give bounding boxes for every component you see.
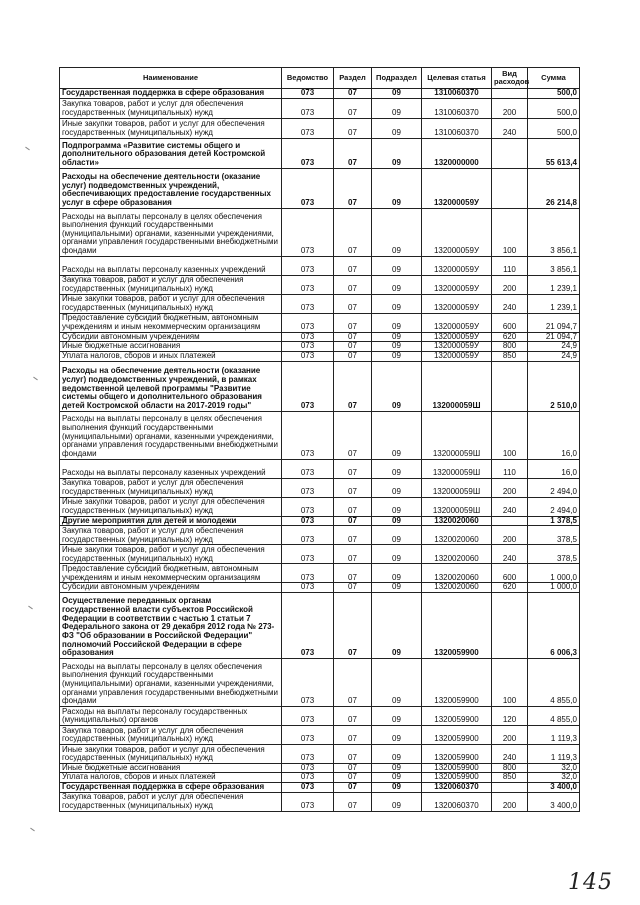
row-podrazdel-cell: 09 <box>372 744 422 763</box>
table-row <box>60 497 580 516</box>
row-vedomstvo-cell: 073 <box>282 497 334 516</box>
table-row <box>60 98 580 118</box>
row-name-cell: Иные бюджетные ассигнования <box>60 763 282 773</box>
header-name: Наименование <box>60 68 282 89</box>
row-target-article-cell: 132000059Ш <box>422 411 492 459</box>
table-row <box>60 564 580 583</box>
header-target-article: Целевая статья <box>422 68 492 89</box>
table-row <box>60 516 580 526</box>
row-expense-type-cell: 240 <box>492 744 528 763</box>
header-sum: Сумма <box>528 68 580 89</box>
row-podrazdel-cell: 09 <box>372 706 422 725</box>
row-name-cell: Государственная поддержка в сфере образования <box>60 89 282 99</box>
row-expense-type-cell: 110 <box>492 459 528 478</box>
row-podrazdel-cell: 09 <box>372 763 422 773</box>
row-name-cell: Расходы на выплаты персоналу государственных (муниципальных) органов <box>60 706 282 725</box>
row-razdel-cell: 07 <box>334 516 372 526</box>
row-expense-type-cell: 100 <box>492 208 528 256</box>
row-razdel-cell: 07 <box>334 411 372 459</box>
row-podrazdel-cell: 09 <box>372 168 422 208</box>
row-expense-type-cell <box>492 592 528 658</box>
row-sum-cell: 3 400,0 <box>528 792 580 811</box>
row-name-cell: Уплата налогов, сборов и иных платежей <box>60 351 282 361</box>
table-row <box>60 658 580 706</box>
row-target-article-cell: 1310060370 <box>422 118 492 138</box>
row-target-article-cell: 1320060370 <box>422 783 492 793</box>
row-vedomstvo-cell: 073 <box>282 118 334 138</box>
row-target-article-cell: 132000059У <box>422 351 492 361</box>
row-vedomstvo-cell: 073 <box>282 526 334 545</box>
row-name-cell: Иные закупки товаров, работ и услуг для обеспечения государственных (муниципальных) нужд <box>60 497 282 516</box>
row-vedomstvo-cell: 073 <box>282 658 334 706</box>
table-row <box>60 459 580 478</box>
table-row <box>60 583 580 593</box>
row-target-article-cell: 1320059900 <box>422 592 492 658</box>
row-razdel-cell: 07 <box>334 89 372 99</box>
row-sum-cell: 21 094,7 <box>528 313 580 332</box>
table-row <box>60 545 580 564</box>
row-sum-cell: 2 510,0 <box>528 361 580 411</box>
row-podrazdel-cell: 09 <box>372 98 422 118</box>
row-name-cell: Субсидии автономным учреждениям <box>60 583 282 593</box>
row-target-article-cell: 132000059Ш <box>422 361 492 411</box>
row-razdel-cell: 07 <box>334 783 372 793</box>
row-sum-cell: 1 000,0 <box>528 564 580 583</box>
row-vedomstvo-cell: 073 <box>282 351 334 361</box>
row-target-article-cell: 132000059У <box>422 256 492 275</box>
row-razdel-cell: 07 <box>334 658 372 706</box>
row-name-cell: Расходы на обеспечение деятельности (оказание услуг) подведомственных учреждений, обеспечивающих предоставление государственных услуг в сфере образования <box>60 168 282 208</box>
row-target-article-cell: 1320059900 <box>422 725 492 744</box>
row-target-article-cell: 1320059900 <box>422 763 492 773</box>
table-row <box>60 208 580 256</box>
row-expense-type-cell <box>492 516 528 526</box>
row-podrazdel-cell: 09 <box>372 526 422 545</box>
row-razdel-cell: 07 <box>334 725 372 744</box>
row-target-article-cell: 132000059У <box>422 294 492 313</box>
row-expense-type-cell: 600 <box>492 313 528 332</box>
row-target-article-cell: 132000059Ш <box>422 497 492 516</box>
row-razdel-cell: 07 <box>334 275 372 294</box>
row-vedomstvo-cell: 073 <box>282 361 334 411</box>
margin-mark <box>25 147 30 151</box>
row-razdel-cell: 07 <box>334 118 372 138</box>
row-target-article-cell: 1310060370 <box>422 98 492 118</box>
row-vedomstvo-cell: 073 <box>282 783 334 793</box>
row-name-cell: Расходы на выплаты персоналу казенных учреждений <box>60 459 282 478</box>
header-podrazdel: Подраздел <box>372 68 422 89</box>
row-name-cell: Расходы на выплаты персоналу в целях обеспечения выполнения функций государственными (муниципальными) органами, казенными учреждениями, органами управления государственными внебюджетными фондами <box>60 658 282 706</box>
row-vedomstvo-cell: 073 <box>282 583 334 593</box>
row-razdel-cell: 07 <box>334 773 372 783</box>
row-expense-type-cell: 200 <box>492 526 528 545</box>
row-target-article-cell: 1320000000 <box>422 138 492 168</box>
row-name-cell: Другие мероприятия для детей и молодежи <box>60 516 282 526</box>
table-row <box>60 706 580 725</box>
row-vedomstvo-cell: 073 <box>282 313 334 332</box>
table-header-row <box>60 68 580 89</box>
row-name-cell: Иные бюджетные ассигнования <box>60 342 282 352</box>
table-row <box>60 411 580 459</box>
row-podrazdel-cell: 09 <box>372 361 422 411</box>
row-target-article-cell: 1320059900 <box>422 744 492 763</box>
row-name-cell: Иные закупки товаров, работ и услуг для обеспечения государственных (муниципальных) нужд <box>60 744 282 763</box>
row-vedomstvo-cell: 073 <box>282 725 334 744</box>
row-sum-cell: 3 400,0 <box>528 783 580 793</box>
header-razdel: Раздел <box>334 68 372 89</box>
table-row <box>60 361 580 411</box>
row-target-article-cell: 1320059900 <box>422 773 492 783</box>
page-number: 145 <box>568 870 613 895</box>
row-podrazdel-cell: 09 <box>372 459 422 478</box>
row-vedomstvo-cell: 073 <box>282 89 334 99</box>
table-row <box>60 138 580 168</box>
row-expense-type-cell: 240 <box>492 294 528 313</box>
row-sum-cell: 1 000,0 <box>528 583 580 593</box>
row-target-article-cell: 132000059Ш <box>422 459 492 478</box>
row-podrazdel-cell: 09 <box>372 313 422 332</box>
row-expense-type-cell: 600 <box>492 564 528 583</box>
row-podrazdel-cell: 09 <box>372 411 422 459</box>
table-row <box>60 342 580 352</box>
table-row <box>60 351 580 361</box>
row-target-article-cell: 1320059900 <box>422 706 492 725</box>
row-razdel-cell: 07 <box>334 478 372 497</box>
row-sum-cell: 55 613,4 <box>528 138 580 168</box>
row-razdel-cell: 07 <box>334 545 372 564</box>
row-podrazdel-cell: 09 <box>372 342 422 352</box>
row-razdel-cell: 07 <box>334 592 372 658</box>
table-row <box>60 526 580 545</box>
row-expense-type-cell <box>492 138 528 168</box>
row-expense-type-cell: 620 <box>492 332 528 342</box>
row-expense-type-cell: 200 <box>492 725 528 744</box>
row-podrazdel-cell: 09 <box>372 497 422 516</box>
row-podrazdel-cell: 09 <box>372 583 422 593</box>
row-target-article-cell: 1320060370 <box>422 792 492 811</box>
row-target-article-cell: 1320020060 <box>422 564 492 583</box>
row-name-cell: Расходы на выплаты персоналу в целях обеспечения выполнения функций государственными (муниципальными) органами, казенными учреждениями, органами управления государственными внебюджетными фондами <box>60 411 282 459</box>
table-row <box>60 118 580 138</box>
row-sum-cell: 32,0 <box>528 763 580 773</box>
row-podrazdel-cell: 09 <box>372 118 422 138</box>
row-sum-cell: 21 094,7 <box>528 332 580 342</box>
row-sum-cell: 1 119,3 <box>528 744 580 763</box>
table-row <box>60 744 580 763</box>
row-name-cell: Подпрограмма «Развитие системы общего и дополнительного образования детей Костромской области» <box>60 138 282 168</box>
row-razdel-cell: 07 <box>334 744 372 763</box>
row-podrazdel-cell: 09 <box>372 478 422 497</box>
row-sum-cell: 4 855,0 <box>528 658 580 706</box>
row-vedomstvo-cell: 073 <box>282 294 334 313</box>
row-vedomstvo-cell: 073 <box>282 168 334 208</box>
row-name-cell: Закупка товаров, работ и услуг для обеспечения государственных (муниципальных) нужд <box>60 478 282 497</box>
budget-table <box>59 67 580 812</box>
row-name-cell: Иные закупки товаров, работ и услуг для обеспечения государственных (муниципальных) нужд <box>60 118 282 138</box>
row-name-cell: Расходы на обеспечение деятельности (оказание услуг) подведомственных учреждений, в рамках ведомственной целевой программы "Развитие системы общего и дополнительного образования детей Костромской области на 2017-2019 годы" <box>60 361 282 411</box>
row-expense-type-cell <box>492 89 528 99</box>
row-podrazdel-cell: 09 <box>372 138 422 168</box>
row-podrazdel-cell: 09 <box>372 792 422 811</box>
row-vedomstvo-cell: 073 <box>282 208 334 256</box>
row-expense-type-cell: 200 <box>492 98 528 118</box>
row-razdel-cell: 07 <box>334 98 372 118</box>
row-razdel-cell: 07 <box>334 351 372 361</box>
row-razdel-cell: 07 <box>334 332 372 342</box>
row-target-article-cell: 1320020060 <box>422 516 492 526</box>
row-razdel-cell: 07 <box>334 564 372 583</box>
row-sum-cell: 378,5 <box>528 526 580 545</box>
row-sum-cell: 4 855,0 <box>528 706 580 725</box>
row-razdel-cell: 07 <box>334 256 372 275</box>
row-expense-type-cell: 240 <box>492 118 528 138</box>
margin-mark <box>33 377 38 381</box>
row-vedomstvo-cell: 073 <box>282 545 334 564</box>
row-podrazdel-cell: 09 <box>372 516 422 526</box>
row-name-cell: Закупка товаров, работ и услуг для обеспечения государственных (муниципальных) нужд <box>60 526 282 545</box>
row-vedomstvo-cell: 073 <box>282 98 334 118</box>
row-name-cell: Закупка товаров, работ и услуг для обеспечения государственных (муниципальных) нужд <box>60 275 282 294</box>
row-vedomstvo-cell: 073 <box>282 763 334 773</box>
row-target-article-cell: 132000059Ш <box>422 478 492 497</box>
row-razdel-cell: 07 <box>334 763 372 773</box>
row-razdel-cell: 07 <box>334 342 372 352</box>
row-target-article-cell: 132000059У <box>422 332 492 342</box>
row-sum-cell: 16,0 <box>528 411 580 459</box>
margin-mark <box>30 828 35 832</box>
row-podrazdel-cell: 09 <box>372 545 422 564</box>
row-razdel-cell: 07 <box>334 138 372 168</box>
header-expense-type: Вид расходов <box>492 68 528 89</box>
row-expense-type-cell: 850 <box>492 773 528 783</box>
row-razdel-cell: 07 <box>334 294 372 313</box>
row-podrazdel-cell: 09 <box>372 256 422 275</box>
row-expense-type-cell <box>492 361 528 411</box>
row-vedomstvo-cell: 073 <box>282 342 334 352</box>
row-target-article-cell: 1320020060 <box>422 526 492 545</box>
row-expense-type-cell: 200 <box>492 478 528 497</box>
row-name-cell: Иные закупки товаров, работ и услуг для обеспечения государственных (муниципальных) нужд <box>60 294 282 313</box>
row-podrazdel-cell: 09 <box>372 564 422 583</box>
row-podrazdel-cell: 09 <box>372 658 422 706</box>
row-razdel-cell: 07 <box>334 706 372 725</box>
row-sum-cell: 2 494,0 <box>528 497 580 516</box>
row-target-article-cell: 1320020060 <box>422 583 492 593</box>
row-sum-cell: 16,0 <box>528 459 580 478</box>
row-target-article-cell: 132000059У <box>422 168 492 208</box>
row-sum-cell: 6 006,3 <box>528 592 580 658</box>
table-row <box>60 783 580 793</box>
row-target-article-cell: 132000059У <box>422 208 492 256</box>
row-vedomstvo-cell: 073 <box>282 592 334 658</box>
row-vedomstvo-cell: 073 <box>282 773 334 783</box>
row-sum-cell: 2 494,0 <box>528 478 580 497</box>
row-podrazdel-cell: 09 <box>372 783 422 793</box>
row-sum-cell: 24,9 <box>528 351 580 361</box>
row-razdel-cell: 07 <box>334 497 372 516</box>
row-expense-type-cell: 100 <box>492 658 528 706</box>
row-podrazdel-cell: 09 <box>372 275 422 294</box>
row-sum-cell: 3 856,1 <box>528 208 580 256</box>
row-sum-cell: 1 378,5 <box>528 516 580 526</box>
table-row <box>60 275 580 294</box>
table-row <box>60 256 580 275</box>
header-vedomstvo: Ведомство <box>282 68 334 89</box>
row-podrazdel-cell: 09 <box>372 89 422 99</box>
row-razdel-cell: 07 <box>334 208 372 256</box>
row-razdel-cell: 07 <box>334 792 372 811</box>
row-vedomstvo-cell: 073 <box>282 564 334 583</box>
row-name-cell: Осуществление переданных органам государственной власти субъектов Российской Федерации в соответствии с частью 1 статьи 7 Федерального закона от 29 декабря 2012 года № 273-ФЗ "Об образовании в Российской Федерации" полномочий Российской Федерации в сфере образования <box>60 592 282 658</box>
row-expense-type-cell: 100 <box>492 411 528 459</box>
row-vedomstvo-cell: 073 <box>282 792 334 811</box>
table-row <box>60 792 580 811</box>
row-name-cell: Закупка товаров, работ и услуг для обеспечения государственных (муниципальных) нужд <box>60 725 282 744</box>
row-expense-type-cell: 120 <box>492 706 528 725</box>
row-target-article-cell: 132000059У <box>422 342 492 352</box>
row-sum-cell: 32,0 <box>528 773 580 783</box>
row-name-cell: Расходы на выплаты персоналу в целях обеспечения выполнения функций государственными (муниципальными) органами, казенными учреждениями, органами управления государственными внебюджетными фондами <box>60 208 282 256</box>
row-razdel-cell: 07 <box>334 526 372 545</box>
row-vedomstvo-cell: 073 <box>282 459 334 478</box>
row-name-cell: Предоставление субсидий бюджетным, автономным учреждениям и иным некоммерческим организациям <box>60 313 282 332</box>
row-podrazdel-cell: 09 <box>372 351 422 361</box>
row-name-cell: Государственная поддержка в сфере образования <box>60 783 282 793</box>
row-sum-cell: 3 856,1 <box>528 256 580 275</box>
row-sum-cell: 1 239,1 <box>528 294 580 313</box>
row-podrazdel-cell: 09 <box>372 773 422 783</box>
row-name-cell: Закупка товаров, работ и услуг для обеспечения государственных (муниципальных) нужд <box>60 792 282 811</box>
table-row <box>60 725 580 744</box>
row-vedomstvo-cell: 073 <box>282 744 334 763</box>
row-target-article-cell: 132000059У <box>422 313 492 332</box>
row-expense-type-cell: 200 <box>492 275 528 294</box>
row-expense-type-cell: 850 <box>492 351 528 361</box>
row-vedomstvo-cell: 073 <box>282 332 334 342</box>
row-vedomstvo-cell: 073 <box>282 478 334 497</box>
table-row <box>60 592 580 658</box>
row-target-article-cell: 1320020060 <box>422 545 492 564</box>
row-podrazdel-cell: 09 <box>372 208 422 256</box>
row-expense-type-cell: 240 <box>492 545 528 564</box>
row-expense-type-cell: 800 <box>492 763 528 773</box>
row-expense-type-cell <box>492 783 528 793</box>
row-sum-cell: 1 239,1 <box>528 275 580 294</box>
row-expense-type-cell: 110 <box>492 256 528 275</box>
row-target-article-cell: 132000059У <box>422 275 492 294</box>
row-razdel-cell: 07 <box>334 583 372 593</box>
row-target-article-cell: 1320059900 <box>422 658 492 706</box>
row-vedomstvo-cell: 073 <box>282 516 334 526</box>
row-name-cell: Расходы на выплаты персоналу казенных учреждений <box>60 256 282 275</box>
row-vedomstvo-cell: 073 <box>282 411 334 459</box>
row-sum-cell: 500,0 <box>528 98 580 118</box>
row-name-cell: Иные закупки товаров, работ и услуг для обеспечения государственных (муниципальных) нужд <box>60 545 282 564</box>
row-razdel-cell: 07 <box>334 459 372 478</box>
row-expense-type-cell: 240 <box>492 497 528 516</box>
table-row <box>60 478 580 497</box>
row-name-cell: Субсидии автономным учреждениям <box>60 332 282 342</box>
table-row <box>60 313 580 332</box>
row-podrazdel-cell: 09 <box>372 332 422 342</box>
row-name-cell: Уплата налогов, сборов и иных платежей <box>60 773 282 783</box>
row-vedomstvo-cell: 073 <box>282 275 334 294</box>
row-vedomstvo-cell: 073 <box>282 706 334 725</box>
row-vedomstvo-cell: 073 <box>282 256 334 275</box>
table-row <box>60 89 580 99</box>
row-sum-cell: 26 214,8 <box>528 168 580 208</box>
row-sum-cell: 378,5 <box>528 545 580 564</box>
margin-mark <box>28 606 33 610</box>
row-sum-cell: 500,0 <box>528 118 580 138</box>
row-podrazdel-cell: 09 <box>372 294 422 313</box>
row-expense-type-cell: 200 <box>492 792 528 811</box>
row-sum-cell: 1 119,3 <box>528 725 580 744</box>
row-expense-type-cell: 620 <box>492 583 528 593</box>
row-vedomstvo-cell: 073 <box>282 138 334 168</box>
row-name-cell: Закупка товаров, работ и услуг для обеспечения государственных (муниципальных) нужд <box>60 98 282 118</box>
row-sum-cell: 500,0 <box>528 89 580 99</box>
table-row <box>60 168 580 208</box>
row-target-article-cell: 1310060370 <box>422 89 492 99</box>
table-row <box>60 294 580 313</box>
row-razdel-cell: 07 <box>334 168 372 208</box>
row-razdel-cell: 07 <box>334 361 372 411</box>
row-name-cell: Предоставление субсидий бюджетным, автономным учреждениям и иным некоммерческим организациям <box>60 564 282 583</box>
row-razdel-cell: 07 <box>334 313 372 332</box>
row-expense-type-cell: 800 <box>492 342 528 352</box>
row-podrazdel-cell: 09 <box>372 592 422 658</box>
row-sum-cell: 24,9 <box>528 342 580 352</box>
row-podrazdel-cell: 09 <box>372 725 422 744</box>
row-expense-type-cell <box>492 168 528 208</box>
